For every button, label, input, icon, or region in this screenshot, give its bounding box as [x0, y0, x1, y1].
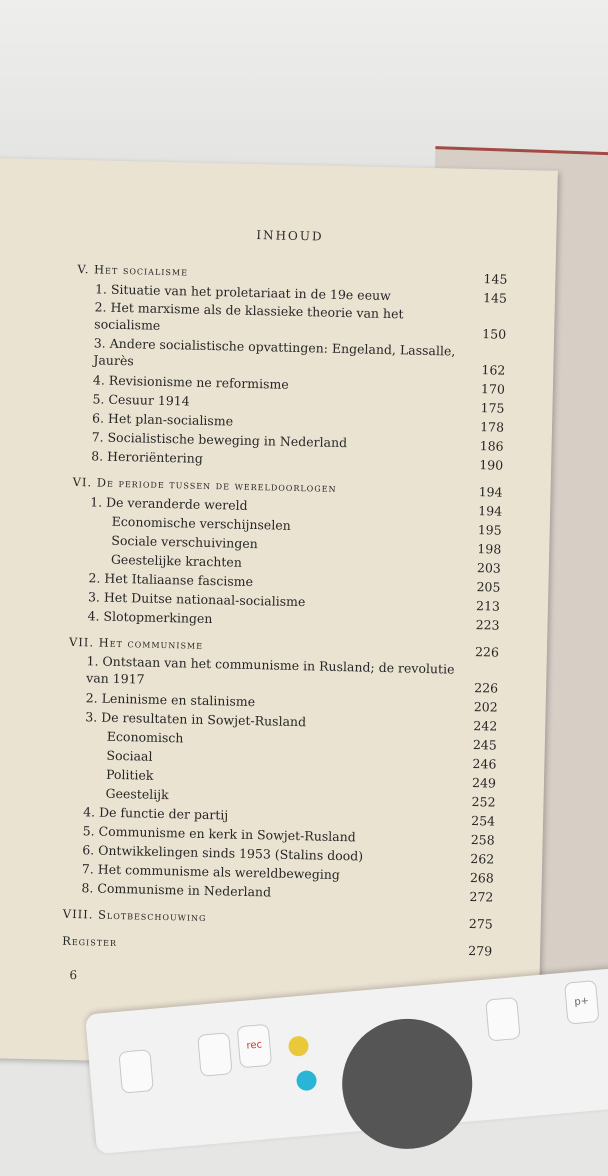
- toc-entry-page: 203: [476, 560, 501, 576]
- book-page: [0, 158, 558, 1071]
- table-of-contents: [62, 260, 508, 961]
- play-pause-button[interactable]: [197, 1032, 233, 1077]
- record-button[interactable]: rec: [237, 1024, 273, 1069]
- toc-entry-page: 242: [473, 718, 498, 734]
- toc-entry-page: 145: [483, 271, 508, 287]
- toc-entry-page: 194: [478, 484, 503, 500]
- toc-entry-title: 1. Situatie van het proletariaat in de 19e eeuw: [94, 281, 391, 304]
- toc-entry-title: 6. Ontwikkelingen sinds 1953 (Stalins dood): [82, 842, 364, 864]
- toc-entry-page: 170: [480, 381, 506, 397]
- toc-entry-page: 202: [473, 699, 498, 715]
- toc-entry-page: 246: [472, 756, 497, 772]
- toc-entry-title: 1. Ontstaan van het communisme in Rusland; de revolutie van 1917: [86, 653, 455, 687]
- toc-entry-page: 150: [482, 326, 507, 342]
- back-button[interactable]: [485, 997, 521, 1042]
- toc-entry-title: V. Het socialisme: [77, 261, 189, 279]
- toc-entry-page: 205: [476, 579, 501, 595]
- toc-entry-page: 178: [480, 419, 505, 435]
- toc-entry-page: 279: [468, 943, 493, 959]
- toc-entry-page: 226: [474, 680, 499, 696]
- page-title: INHOUD: [256, 228, 324, 244]
- toc-entry-title: 6. Het plan-socialisme: [91, 410, 234, 429]
- toc-entry-page: 245: [472, 737, 497, 753]
- toc-entry-page: 194: [478, 503, 503, 519]
- toc-entry-page: 275: [468, 916, 493, 932]
- yellow-button[interactable]: [288, 1035, 310, 1057]
- toc-entry-page: 223: [475, 617, 500, 633]
- toc-entry-page: 249: [471, 775, 497, 791]
- toc-entry-title: Geestelijke krachten: [110, 551, 243, 570]
- toc-entry-title: Economisch: [106, 728, 184, 746]
- toc-entry-title: 2. Het Italiaanse fascisme: [88, 570, 254, 590]
- toc-entry-title: 2. Het marxisme als de klassieke theorie van het socialisme: [94, 299, 404, 333]
- toc-entry-page: 145: [482, 290, 508, 306]
- toc-entry-page: 272: [469, 889, 494, 905]
- program-up-button[interactable]: p+: [564, 980, 600, 1025]
- toc-entry-title: Register: [62, 933, 118, 950]
- power-button[interactable]: [118, 1049, 154, 1094]
- toc-entry-title: 4. Revisionisme ne reformisme: [92, 372, 289, 392]
- toc-entry-page: 175: [480, 400, 505, 416]
- toc-entry-title: VIII. Slotbeschouwing: [62, 906, 207, 925]
- toc-entry-title: 7. Het communisme als wereldbeweging: [81, 861, 341, 883]
- toc-entry-title: 4. De functie der partij: [83, 804, 229, 823]
- toc-entry-page: 258: [470, 832, 495, 848]
- toc-entry-page: 198: [477, 541, 502, 557]
- toc-entry-title: Geestelijk: [105, 785, 169, 803]
- toc-entry-title: Sociaal: [106, 747, 153, 764]
- toc-entry-title: VI. De periode tussen de wereldoorlogen: [72, 474, 337, 495]
- navigation-wheel[interactable]: [337, 1013, 478, 1154]
- toc-entry-page: 162: [481, 362, 506, 378]
- toc-entry-page: 268: [469, 870, 494, 886]
- toc-entry-title: 2. Leninisme en stalinisme: [85, 690, 256, 710]
- toc-entry-page: 213: [475, 598, 501, 614]
- toc-entry-page: 190: [479, 457, 504, 473]
- cyan-button[interactable]: [296, 1070, 318, 1092]
- toc-entry-page: 195: [477, 522, 502, 538]
- toc-entry-page: 262: [470, 851, 495, 867]
- toc-entry-page: 186: [479, 438, 504, 454]
- toc-entry-title: VII. Het communisme: [68, 634, 204, 652]
- toc-entry-title: Sociale verschuivingen: [111, 532, 258, 552]
- toc-entry-page: 226: [474, 644, 500, 660]
- toc-entry-title: 1. De veranderde wereld: [90, 494, 248, 513]
- toc-entry-title: 8. Heroriëntering: [91, 448, 203, 466]
- toc-entry-page: 252: [471, 794, 496, 810]
- toc-entry-title: 7. Socialistische beweging in Nederland: [91, 429, 348, 451]
- toc-entry-page: 254: [471, 813, 496, 829]
- toc-entry-title: 3. Andere socialistische opvattingen: Engeland, Lassalle, Jaurès: [93, 335, 456, 369]
- toc-entry-title: 3. De resultaten in Sowjet-Rusland: [85, 709, 307, 730]
- toc-entry-title: Politiek: [105, 766, 154, 783]
- toc-entry-title: 4. Slotopmerkingen: [87, 608, 213, 627]
- toc-entry-title: 3. Het Duitse nationaal-socialisme: [87, 589, 306, 610]
- toc-entry-title: 5. Communisme en kerk in Sowjet-Rusland: [82, 823, 356, 845]
- toc-entry-title: 8. Communisme in Nederland: [81, 880, 272, 900]
- toc-entry-title: Economische verschijnselen: [111, 513, 291, 533]
- toc-entry-title: 5. Cesuur 1914: [92, 391, 190, 409]
- page-number: 6: [69, 967, 78, 983]
